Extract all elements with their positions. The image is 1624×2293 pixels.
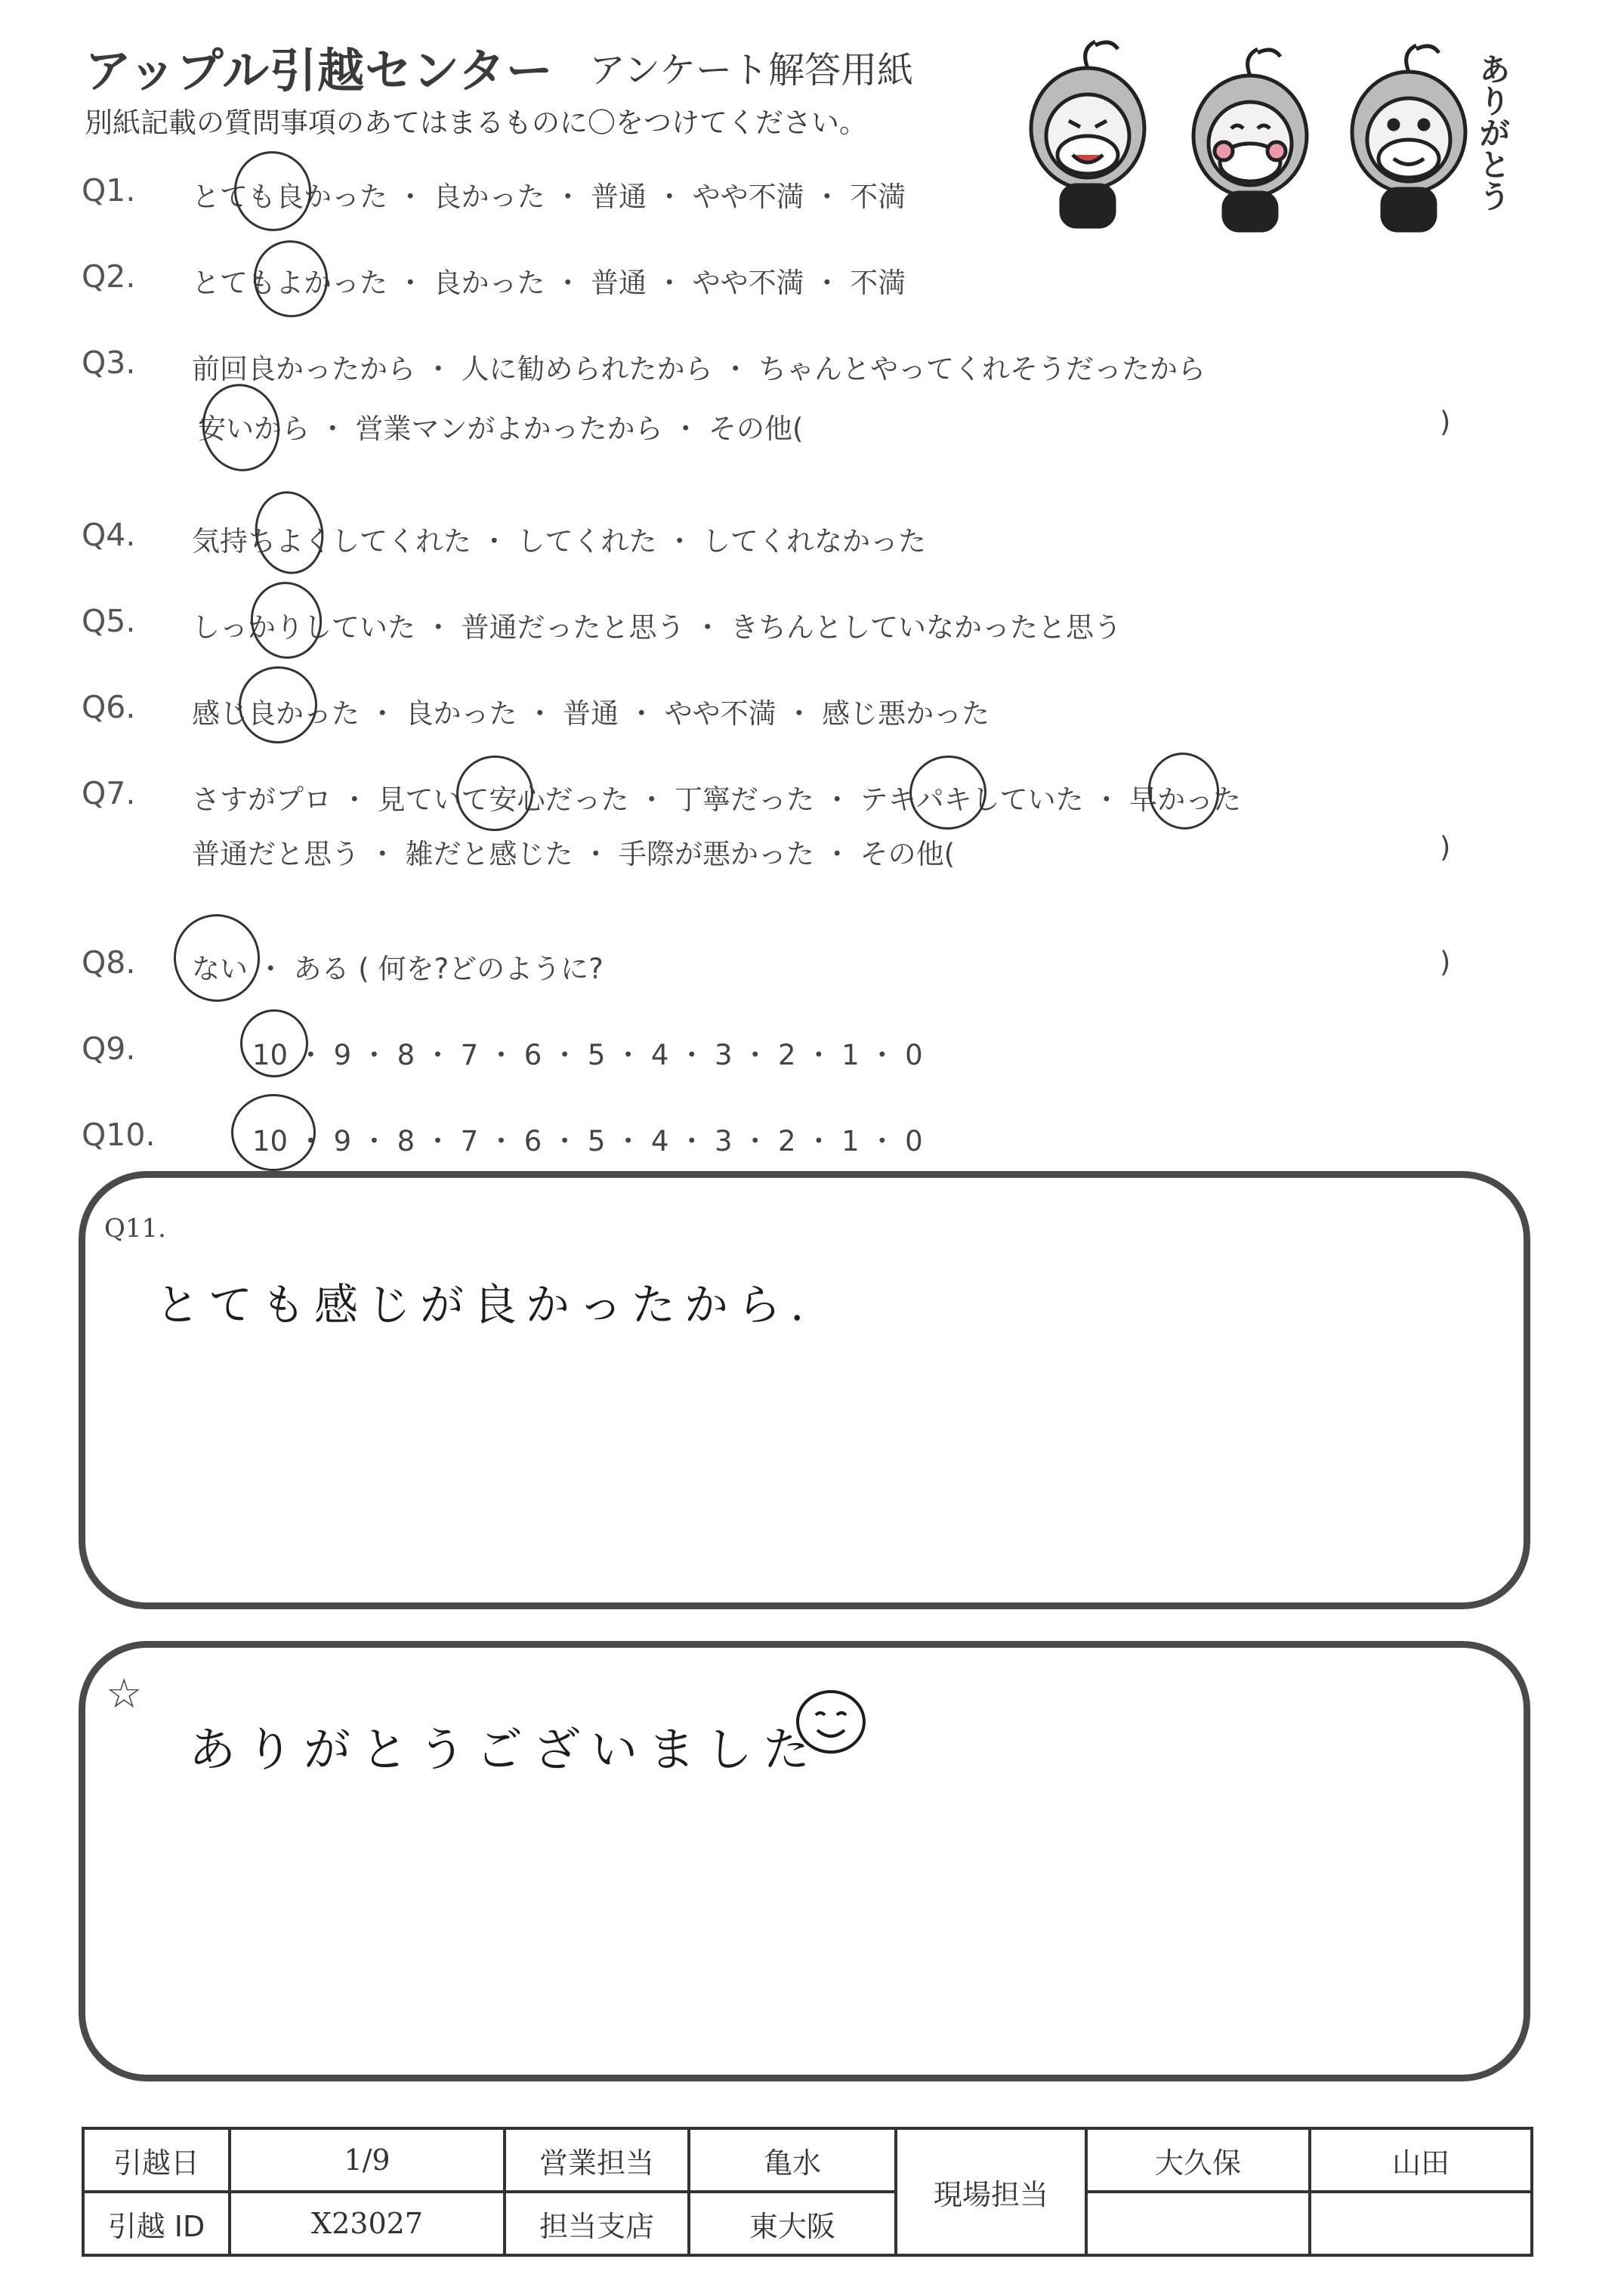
q3-options-line2: 安いから ・ 営業マンがよかったから ・ その他( <box>198 413 804 445</box>
q5-selection-circle <box>245 576 328 665</box>
q8-label: Q8. <box>82 944 136 981</box>
handwritten-message: ありがとうございました <box>189 1722 821 1777</box>
q5-options: しっかりしていた ・ 普通だったと思う ・ きちんとしていなかったと思う <box>192 611 1122 644</box>
q7-selection-circle-2 <box>903 749 992 836</box>
q2-label: Q2. <box>82 258 136 295</box>
mascot-caption: ありがとう <box>1474 53 1511 212</box>
q7-selection-circle-1 <box>450 749 539 837</box>
q10-selection-circle <box>231 1094 316 1171</box>
form-instruction: 別紙記載の質問事項のあてはまるものに〇をつけてください。 <box>85 107 867 139</box>
star-mark: ☆ <box>106 1670 143 1717</box>
q3-options-line1: 前回良かったから ・ 人に勧められたから ・ ちゃんとやってくれそうだったから <box>192 353 1206 385</box>
q9-scale: 10 ・ 9 ・ 8 ・ 7 ・ 6 ・ 5 ・ 4 ・ 3 ・ 2 ・ 1 ・ 0 <box>252 1039 923 1071</box>
q7-selection-circle-3 <box>1142 747 1225 836</box>
move-id-label: 引越 ID <box>83 2192 230 2255</box>
q9-selection-circle <box>240 1009 308 1077</box>
q5-label: Q5. <box>82 603 136 639</box>
form-subtitle: アンケート解答用紙 <box>589 49 914 91</box>
q8-selection-circle <box>167 907 267 1009</box>
smiley-face-icon <box>793 1686 869 1758</box>
sales-rep-label: 営業担当 <box>505 2128 689 2192</box>
q2-options: とてもよかった ・ 良かった ・ 普通 ・ やや不満 ・ 不満 <box>192 267 906 299</box>
q11-answer-box <box>79 1171 1530 1609</box>
site-staff-value-2: 山田 <box>1310 2128 1532 2192</box>
site-staff-empty-1 <box>1086 2192 1310 2255</box>
q9-label: Q9. <box>82 1031 136 1067</box>
q1-options: とても良かった ・ 良かった ・ 普通 ・ やや不満 ・ 不満 <box>192 181 906 213</box>
q6-options: 感じ良かった ・ 良かった ・ 普通 ・ やや不満 ・ 感じ悪かった <box>192 697 990 730</box>
q7-options-line2: 普通だと思う ・ 雑だと感じた ・ 手際が悪かった ・ その他( <box>192 838 956 870</box>
q8-close-paren: ) <box>1440 946 1451 978</box>
mascot-illustration <box>990 23 1518 234</box>
move-info-table <box>82 2127 1533 2257</box>
q6-label: Q6. <box>82 689 136 725</box>
q6-selection-circle <box>233 660 323 750</box>
branch-value: 東大阪 <box>689 2192 896 2255</box>
q3-selection-circle <box>196 378 287 477</box>
q4-selection-circle <box>249 486 330 579</box>
q8-options: ない ・ ある ( 何を?どのように? <box>192 953 604 985</box>
q3-label: Q3. <box>82 345 136 381</box>
site-staff-empty-2 <box>1310 2192 1532 2255</box>
q4-options: 気持ちよくしてくれた ・ してくれた ・ してくれなかった <box>192 525 927 558</box>
q3-close-paren: ) <box>1440 406 1451 438</box>
q7-label: Q7. <box>82 775 136 811</box>
sales-rep-value: 亀水 <box>689 2128 896 2192</box>
q7-close-paren: ) <box>1440 831 1451 864</box>
q1-selection-circle <box>227 144 319 239</box>
q11-label: Q11. <box>104 1213 166 1244</box>
site-staff-label: 現場担当 <box>896 2128 1086 2255</box>
branch-label: 担当支店 <box>505 2192 689 2255</box>
move-id-value: X23027 <box>230 2192 505 2255</box>
move-date-label: 引越日 <box>83 2128 230 2192</box>
site-staff-value-1: 大久保 <box>1086 2128 1310 2192</box>
q7-options-line1: さすがプロ ・ 見ていて安心だった ・ 丁寧だった ・ テキパキしていた ・ 早かった <box>192 783 1242 816</box>
q2-selection-circle <box>246 233 335 324</box>
q10-scale: 10 ・ 9 ・ 8 ・ 7 ・ 6 ・ 5 ・ 4 ・ 3 ・ 2 ・ 1 ・ 0 <box>252 1125 923 1157</box>
form-title: アップル引越センター <box>85 43 554 98</box>
move-date-value: 1/9 <box>230 2128 505 2192</box>
q4-label: Q4. <box>82 517 136 553</box>
q10-label: Q10. <box>82 1117 156 1153</box>
q1-label: Q1. <box>82 172 136 209</box>
q11-handwritten-answer: とても感じが良かったから. <box>156 1279 814 1330</box>
